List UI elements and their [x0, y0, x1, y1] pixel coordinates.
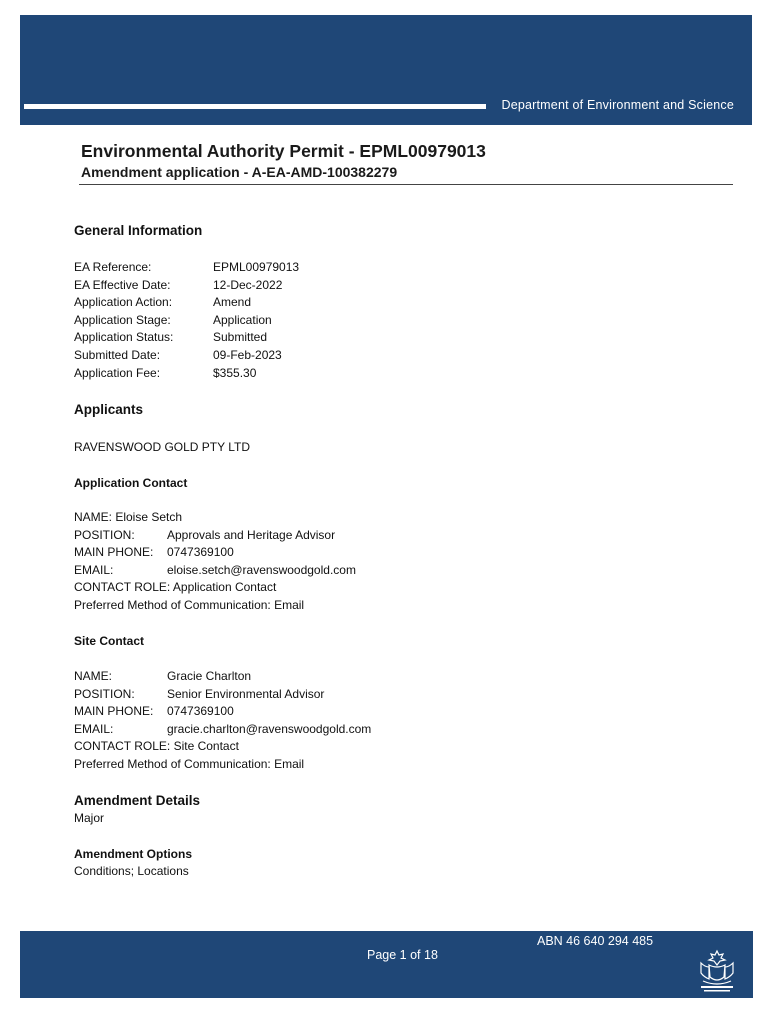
amendment-details-value: Major: [74, 811, 105, 825]
site-contact-position-label: POSITION:: [74, 686, 135, 701]
site-contact-name-row: [74, 668, 371, 686]
contact-email-label: EMAIL:: [74, 562, 114, 577]
info-value: Application: [213, 312, 272, 327]
contact-phone: 0747369100: [167, 545, 234, 560]
info-label: Application Stage:: [74, 312, 171, 327]
site-contact-heading: Site Contact: [74, 634, 145, 648]
site-contact-role: CONTACT ROLE: Site Contact: [74, 739, 239, 754]
info-row: [74, 347, 299, 365]
header-rule: [24, 104, 486, 109]
contact-role: CONTACT ROLE: Application Contact: [74, 580, 277, 595]
info-label: Application Action:: [74, 295, 173, 310]
amendment-options-heading: Amendment Options: [74, 847, 193, 861]
header-band: [20, 15, 752, 125]
contact-phone-row: [74, 544, 356, 562]
site-contact-email-label: EMAIL:: [74, 721, 114, 736]
contact-phone-label: MAIN PHONE:: [74, 545, 154, 560]
site-contact-name-label: NAME:: [74, 669, 113, 683]
contact-preferred-method: Preferred Method of Communication: Email: [74, 597, 305, 612]
general-information-table: [74, 259, 299, 382]
info-value: $355.30: [213, 365, 257, 380]
site-contact-name: Gracie Charlton: [167, 669, 252, 683]
site-contact-details: [74, 668, 371, 774]
info-value: 12-Dec-2022: [213, 277, 283, 292]
title-divider: [79, 184, 733, 185]
contact-position-label: POSITION:: [74, 527, 135, 542]
department-name: Department of Environment and Science: [501, 98, 734, 112]
info-value: Amend: [213, 295, 252, 310]
site-contact-email-row: [74, 721, 371, 739]
queensland-government-crest-icon: [695, 947, 739, 995]
info-row: [74, 312, 299, 330]
contact-position-row: [74, 527, 356, 545]
info-row: [74, 365, 299, 383]
info-row: [74, 294, 299, 312]
general-information-heading: General Information: [74, 223, 203, 238]
contact-email: eloise.setch@ravenswoodgold.com: [167, 562, 356, 577]
footer-band: [20, 931, 753, 998]
info-row: [74, 277, 299, 295]
contact-email-row: [74, 562, 356, 580]
site-contact-position: Senior Environmental Advisor: [167, 686, 325, 701]
info-label: Application Fee:: [74, 365, 161, 380]
info-label: Application Status:: [74, 330, 174, 345]
amendment-options-value: Conditions; Locations: [74, 864, 189, 878]
page-number: Page 1 of 18: [367, 948, 438, 962]
abn-number: ABN 46 640 294 485: [537, 934, 654, 948]
info-label: EA Reference:: [74, 260, 152, 274]
application-contact-details: [74, 509, 356, 615]
site-contact-phone: 0747369100: [167, 704, 234, 719]
applicants-heading: Applicants: [74, 402, 144, 417]
contact-name: NAME: Eloise Setch: [74, 510, 183, 524]
info-value: Submitted: [213, 330, 268, 345]
document-subtitle: Amendment application - A-EA-AMD-100382279: [81, 164, 398, 180]
site-contact-email: gracie.charlton@ravenswoodgold.com: [167, 721, 372, 736]
site-contact-phone-label: MAIN PHONE:: [74, 704, 154, 719]
info-value: EPML00979013: [213, 260, 300, 274]
info-row: [74, 259, 299, 277]
applicant-name: RAVENSWOOD GOLD PTY LTD: [74, 440, 251, 454]
document-title: Environmental Authority Permit - EPML00979013: [81, 141, 486, 161]
info-label: Submitted Date:: [74, 347, 161, 362]
contact-position: Approvals and Heritage Advisor: [167, 527, 336, 542]
info-label: EA Effective Date:: [74, 277, 171, 292]
amendment-details-heading: Amendment Details: [74, 793, 201, 808]
info-value: 09-Feb-2023: [213, 347, 282, 362]
info-row: [74, 329, 299, 347]
application-contact-heading: Application Contact: [74, 476, 188, 490]
site-contact-preferred-method: Preferred Method of Communication: Email: [74, 756, 305, 771]
site-contact-phone-row: [74, 703, 371, 721]
site-contact-position-row: [74, 686, 371, 704]
